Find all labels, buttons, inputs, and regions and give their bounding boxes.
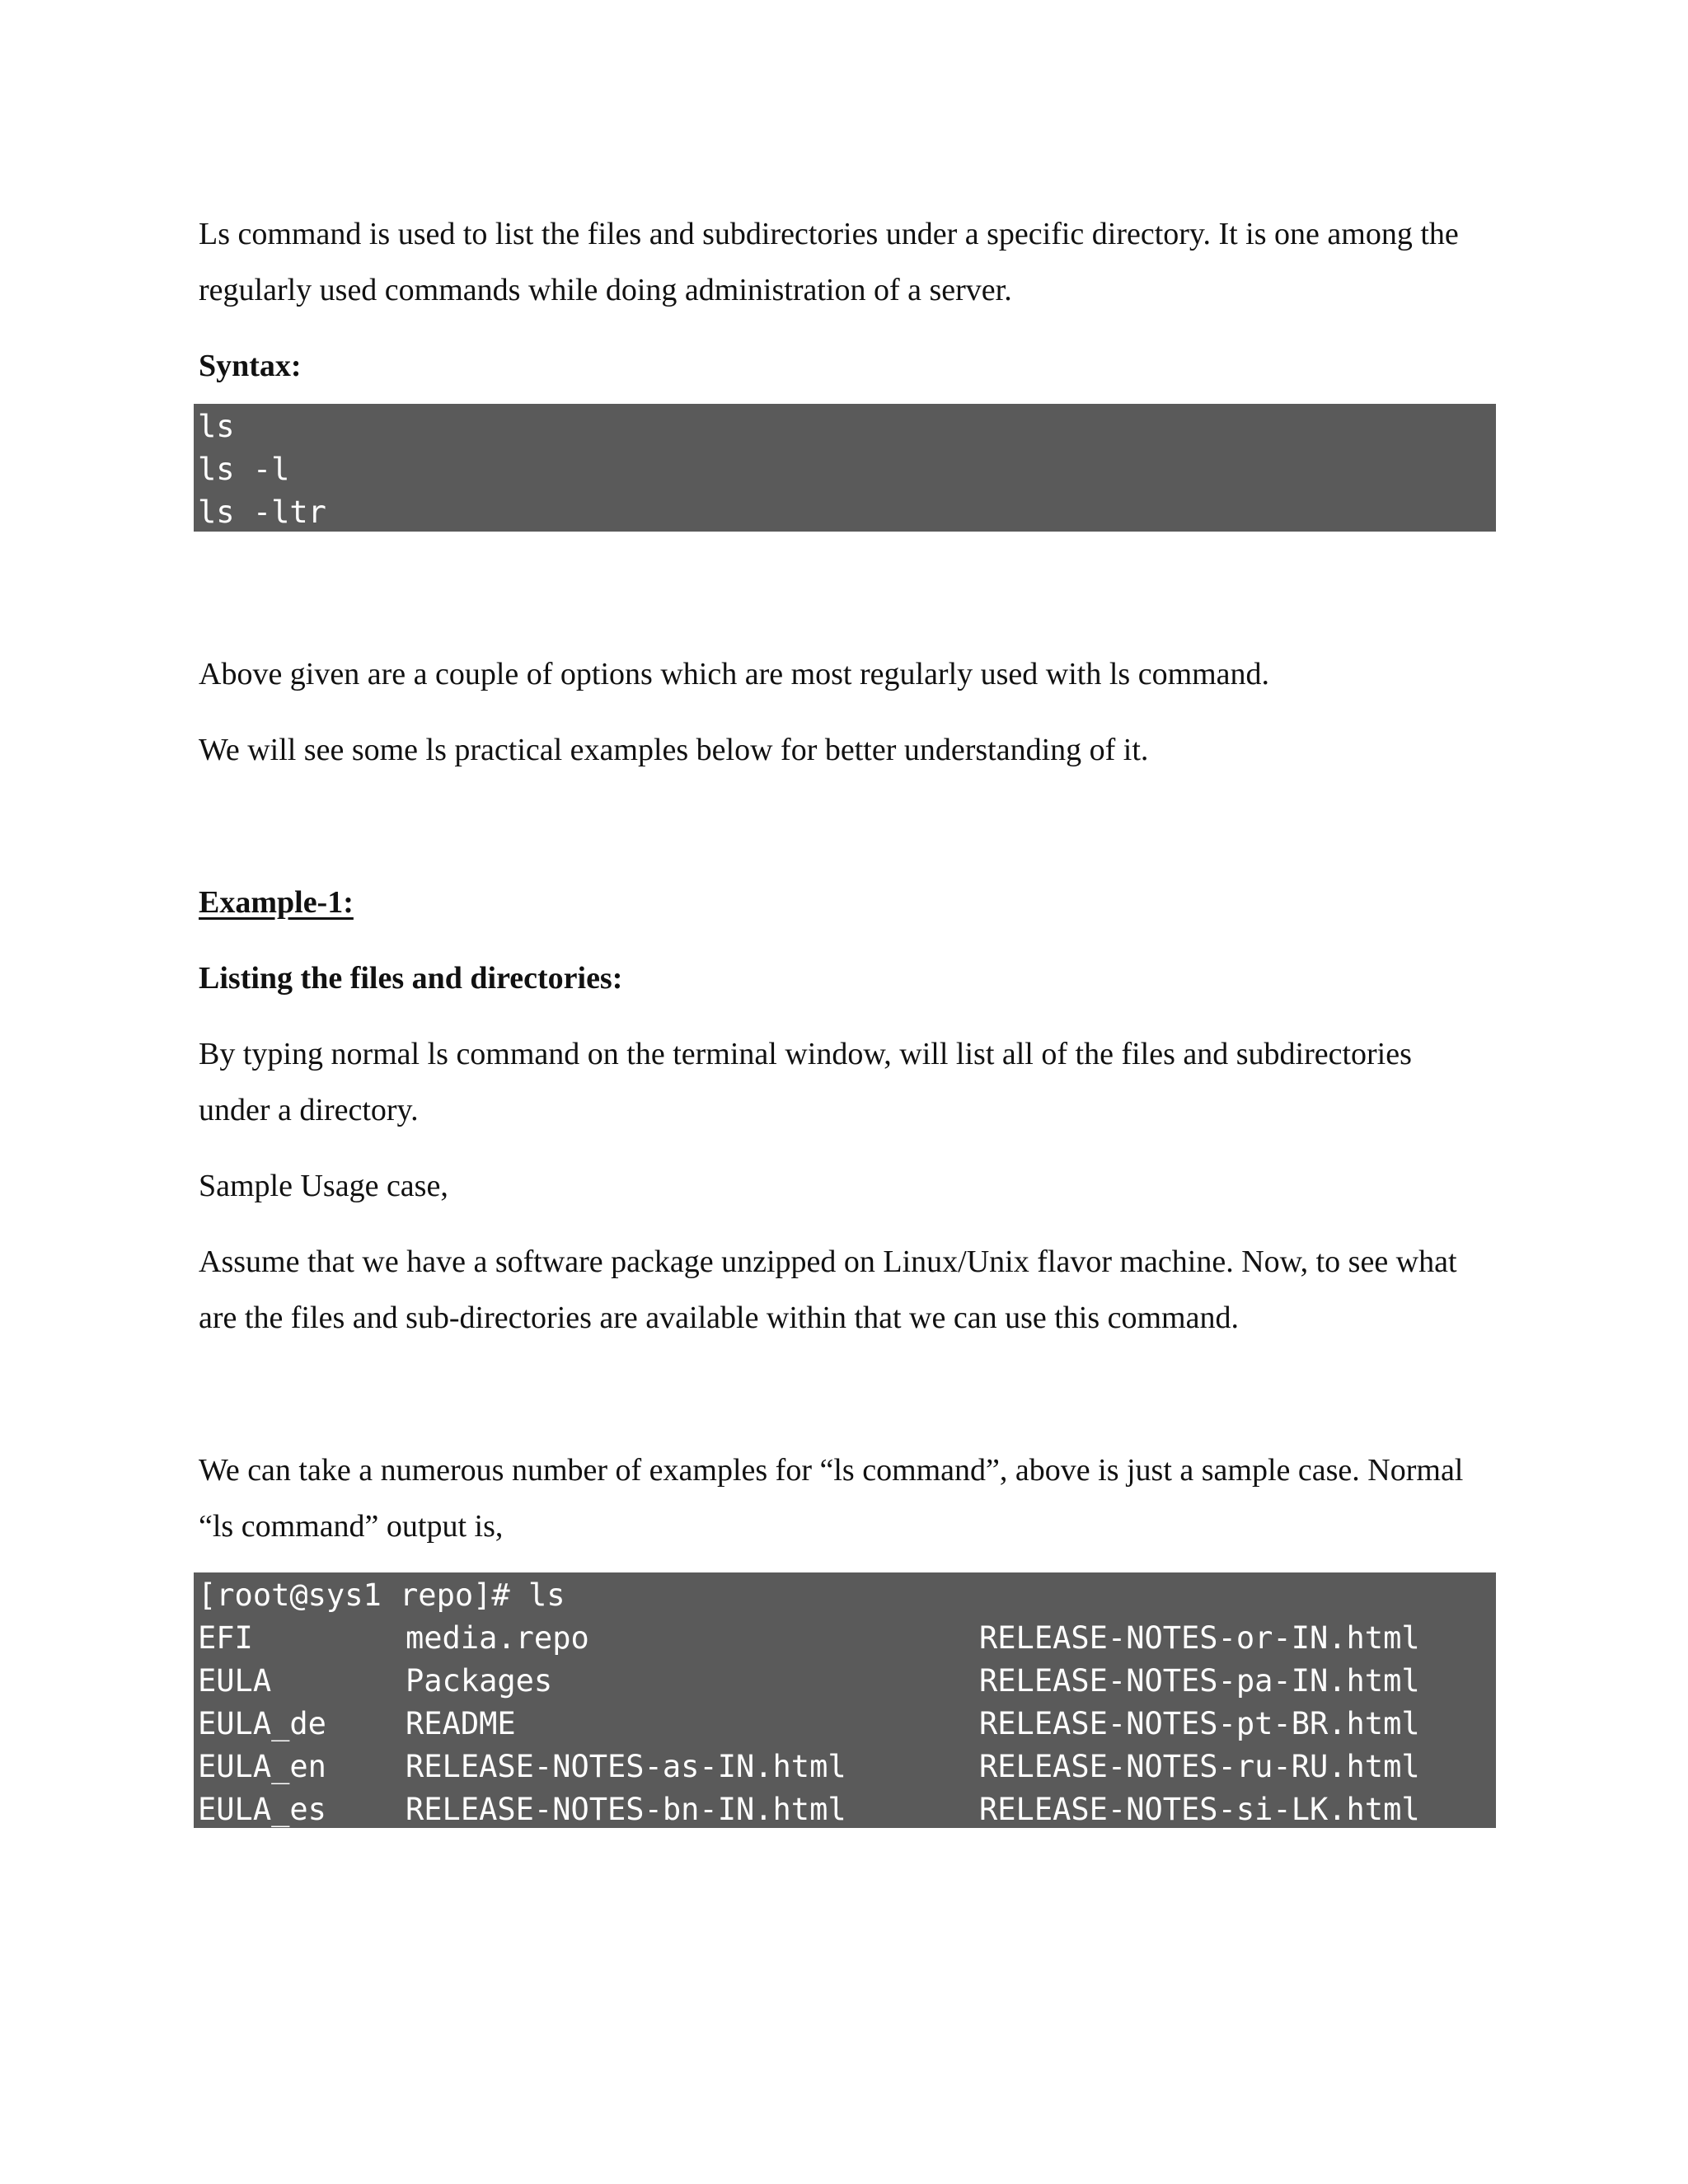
syntax-code-text: ls -l <box>198 452 290 487</box>
sample-usage-text: Sample Usage case, <box>199 1169 448 1203</box>
syntax-code-line <box>194 448 1496 491</box>
syntax-code-line <box>194 405 1496 448</box>
terminal-row <box>194 1617 1496 1660</box>
terminal-cell: EFI <box>198 1620 253 1656</box>
terminal-output-block <box>194 1572 1496 1828</box>
terminal-cell: RELEASE-NOTES-or-IN.html <box>979 1620 1420 1656</box>
example-1-subheading: Listing the files and directories: <box>199 961 623 996</box>
terminal-cell: EULA_en <box>198 1749 326 1784</box>
syntax-heading: Syntax: <box>199 349 302 383</box>
assume-paragraph <box>199 1234 1501 1346</box>
intro-paragraph <box>199 206 1501 318</box>
example-1-description-line-1: By typing normal ls command on the terminal window, will list all of the files and subdirectories <box>199 1037 1412 1071</box>
terminal-cell: media.repo <box>406 1620 589 1656</box>
terminal-cell: README <box>406 1706 516 1741</box>
terminal-prompt: [root@sys1 repo]# ls <box>198 1577 565 1613</box>
examples-paragraph: We will see some ls practical examples below for better understanding of it. <box>199 733 1149 767</box>
intro-line-2: regularly used commands while doing administration of a server. <box>199 273 1012 307</box>
example-1-description <box>199 1026 1501 1138</box>
syntax-code-block <box>194 404 1496 532</box>
terminal-cell: RELEASE-NOTES-bn-IN.html <box>406 1792 846 1827</box>
terminal-cell: RELEASE-NOTES-pt-BR.html <box>979 1706 1420 1741</box>
assume-line-1: Assume that we have a software package unzipped on Linux/Unix flavor machine. Now, to see what <box>199 1244 1457 1279</box>
example-1-heading <box>199 874 1501 930</box>
terminal-cell: Packages <box>406 1663 553 1699</box>
syntax-code-text: ls <box>198 409 235 444</box>
terminal-row <box>194 1746 1496 1788</box>
terminal-cell: EULA_de <box>198 1706 326 1741</box>
options-paragraph: Above given are a couple of options which are most regularly used with ls command. <box>199 657 1270 691</box>
intro-line-1: Ls command is used to list the files and subdirectories under a specific directory. It is one among the <box>199 217 1459 251</box>
numerous-paragraph <box>199 1442 1501 1554</box>
numerous-line-2: “ls command” output is, <box>199 1509 504 1544</box>
numerous-line-1: We can take a numerous number of examples for “ls command”, above is just a sample case. Normal <box>199 1453 1464 1488</box>
terminal-cell: RELEASE-NOTES-pa-IN.html <box>979 1663 1420 1699</box>
assume-line-2: are the files and sub-directories are available within that we can use this command. <box>199 1301 1239 1335</box>
terminal-cell: EULA <box>198 1663 272 1699</box>
terminal-prompt-line <box>194 1574 1496 1617</box>
terminal-row <box>194 1788 1496 1831</box>
syntax-code-text: ls -ltr <box>198 494 326 530</box>
example-1-heading-text: Example-1: <box>199 885 354 920</box>
terminal-cell: RELEASE-NOTES-ru-RU.html <box>979 1749 1420 1784</box>
terminal-cell: RELEASE-NOTES-as-IN.html <box>406 1749 846 1784</box>
terminal-row <box>194 1703 1496 1746</box>
example-1-description-line-2: under a directory. <box>199 1093 419 1127</box>
terminal-row <box>194 1660 1496 1703</box>
terminal-cell: EULA_es <box>198 1792 326 1827</box>
syntax-code-line <box>194 491 1496 534</box>
terminal-cell: RELEASE-NOTES-si-LK.html <box>979 1792 1420 1827</box>
